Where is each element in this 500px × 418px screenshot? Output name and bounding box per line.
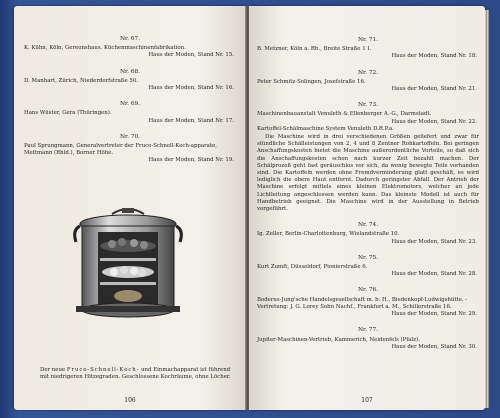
stand-location: Haus der Moden, Stand Nr. 21. — [391, 86, 477, 93]
stand-location: Haus der Moden, Stand Nr. 18. — [391, 53, 477, 60]
entry-number: Nr. 76. — [357, 287, 379, 294]
exhibitor-name: Kurt Zumft, Düsseldorf, Pionierstraße 6. — [257, 264, 368, 271]
stand-location: Haus der Moden, Stand Nr. 30. — [391, 343, 477, 350]
stand-location: Haus der Moden, Stand Nr. 19. — [148, 157, 234, 164]
product-title: Kartoffel-Schälmaschine System Venuleth D.R.P.a. — [257, 125, 394, 132]
left-column — [24, 36, 236, 174]
entry-number: Nr. 71. — [357, 37, 379, 43]
product-description: Die Maschine wird in drei verschiedenen Größen geliefert und zwar für stündliche Schälleistungen von 2, 4 und 8 Zentner Rohkartoffeln. Bei geringen Anschaffungskosten bietet die Maschine außerordentliche Vorteile, so daß sich die Anschaffungskosten schon nach kurzer Zeit bezahlt machen. Der Schälprozeß geht fast geräuschlos vor sich, da wenig bewegte Teile vorhanden sind. Die Kartoffeln werden ohne Fremdverminderung glatt geschält, es wird lediglich die obere Haut entfernt. Dadurch geringster Abfall. Der Antrieb der Maschine erfolgt mittels eines kleinen Elektromotors, welcher an jede Lichtleitung angeschlossen werden kann. Das kleinste Modell ist auch für Handbetrieb geeignet. Die Maschine wird in der Ausstellung in Betrieb vorgeführt. — [257, 134, 479, 213]
caption-lead: Der neue — [40, 367, 67, 374]
exhibitor-name: Paul Sprungmann, Generalvertreter der Fruco-Schnell-Koch-apparate, Mettmann (Rhld.), Borner Höhe. — [24, 143, 217, 157]
stand-location: Haus der Moden, Stand Nr. 15. — [148, 52, 234, 59]
entry-number: Nr. 68. — [119, 68, 141, 75]
exhibitor-name: B. Metzner, Köln a. Rh., Breite Straße 1 I. — [257, 46, 372, 53]
caption-brand: Fruco-Schnell-Koch- — [66, 367, 140, 374]
left-page — [14, 6, 246, 410]
entry-number: Nr. 67. — [119, 36, 141, 42]
entry-number: Nr. 75. — [357, 254, 379, 261]
exhibitor-name: Jupiter-Maschinen-Vertrieb, Kammerich, Neidenfels (Pfalz). — [257, 336, 420, 343]
exhibitor-name: D. Manhart, Zürich, Niederdorfstraße 50. — [24, 77, 138, 84]
page-number: 106 — [124, 397, 136, 404]
stand-location: Haus der Moden, Stand Nr. 28. — [391, 271, 477, 278]
right-page — [249, 6, 485, 410]
exhibitor-name: Hans Wüster, Gera (Thüringen). — [24, 110, 112, 117]
entry-number: Nr. 70. — [119, 133, 141, 140]
stand-location: Haus der Moden, Stand Nr. 29. — [391, 311, 477, 318]
stand-location: Haus der Moden, Stand Nr. 22. — [391, 118, 477, 125]
stand-location: Haus der Moden, Stand Nr. 17. — [148, 117, 234, 124]
exhibitor-name: Peter Schmitz-Solingen, Josefstraße 16. — [257, 78, 366, 85]
caption-text: und Einmachapparat ist führend mit niedrigeren Hitzegraden. Geschlossene Kochräume, ohne Löcher. — [40, 367, 231, 381]
exhibitor-name: Boderus-Jung'sche Handelsgesellschaft m. b. H., Biedenkopf-Ludwigshütte. - Vertretung: J. G. Lorey Sohn Nachf., Frankfurt a. M., Schillerstraße 16. — [257, 296, 468, 310]
entry-number: Nr. 73. — [357, 102, 379, 109]
stand-location: Haus der Moden, Stand Nr. 23. — [391, 238, 477, 245]
entry-number: Nr. 74. — [357, 222, 379, 229]
entry-number: Nr. 72. — [357, 69, 379, 76]
exhibitor-name: Maschinenbauanstalt Venuleth & Ellenberger A.-G., Darmstadt. — [257, 111, 432, 118]
exhibitor-name: Ig. Zeller, Berlin-Charlottenburg, Wielandstraße 10. — [257, 231, 400, 238]
cooking-pot-illustration — [72, 202, 184, 332]
page-number: 107 — [361, 397, 373, 404]
entry-number: Nr. 69. — [119, 101, 141, 108]
right-column — [257, 37, 479, 360]
entry-number: Nr. 77. — [357, 327, 379, 334]
page-edges — [485, 10, 489, 408]
illustration-caption — [40, 367, 236, 381]
stand-location: Haus der Moden, Stand Nr. 16. — [148, 85, 234, 92]
exhibitor-name: K. Kühn, Köln, Gereonshaus. Küchenmaschinenfabrikation. — [24, 45, 186, 52]
